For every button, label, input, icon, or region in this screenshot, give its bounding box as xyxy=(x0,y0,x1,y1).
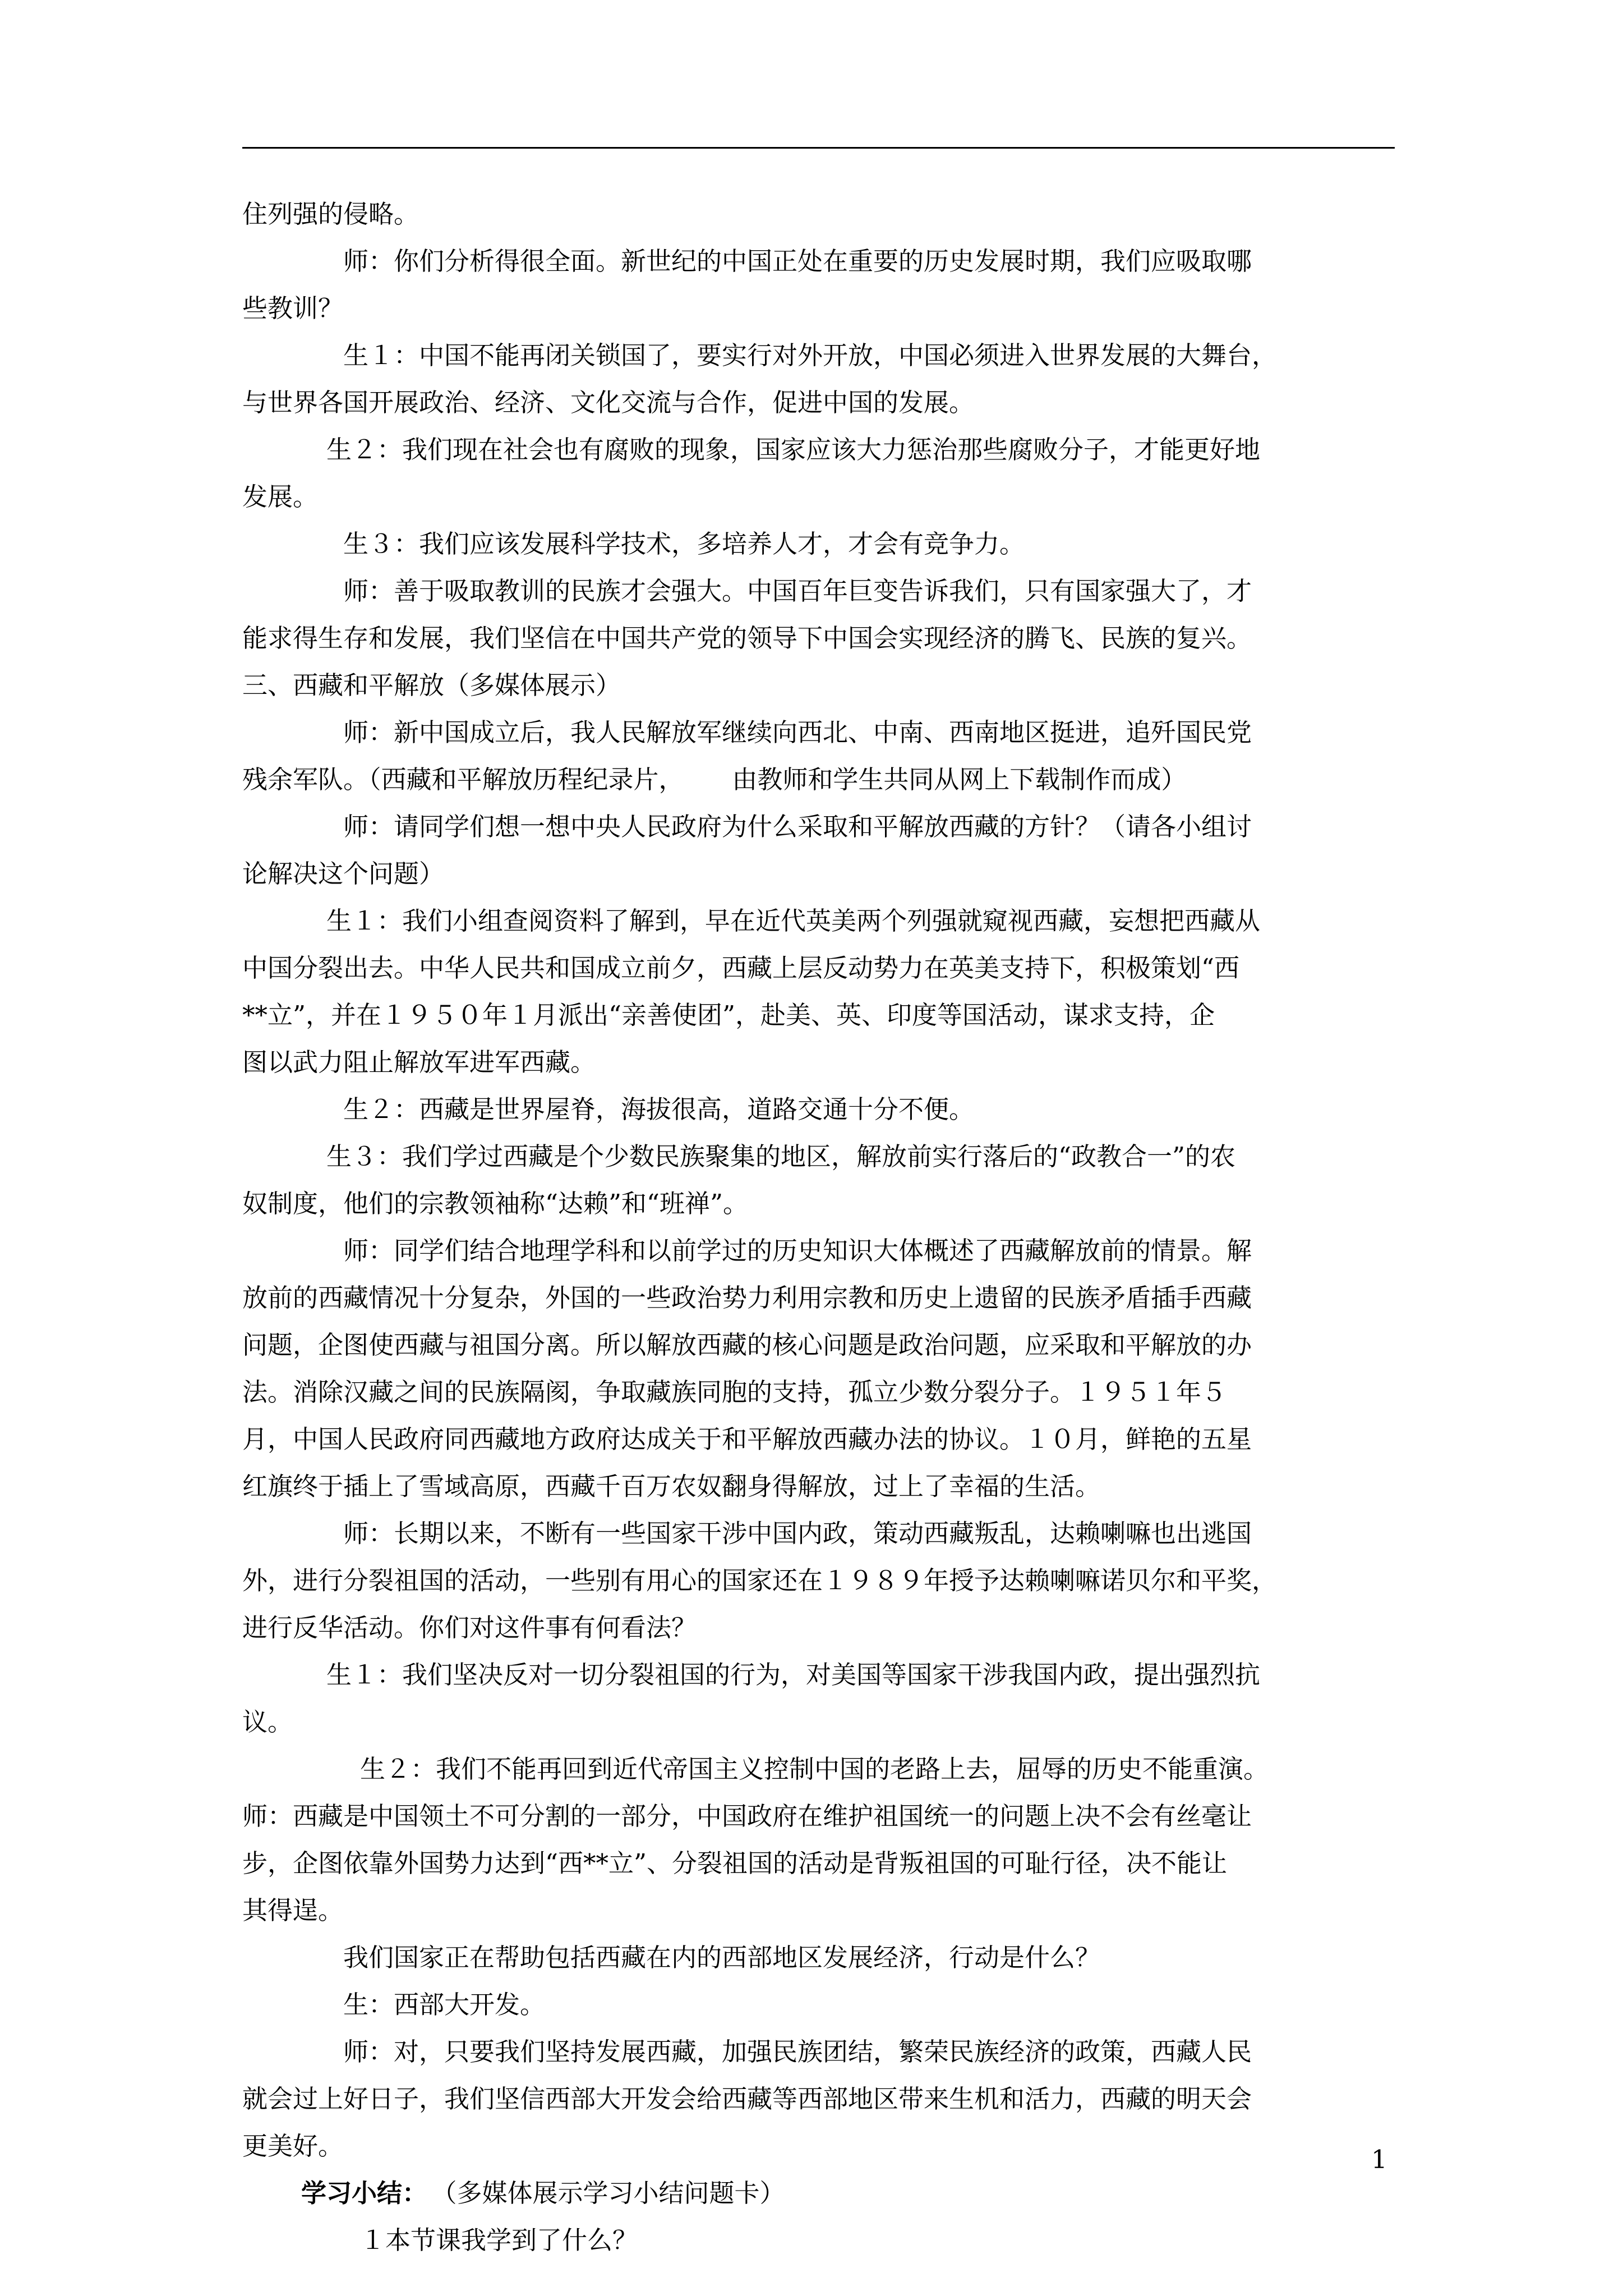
student-line: 生１：我们小组查阅资料了解到，早在近代英美两个列强就窥视西藏，妄想把西藏从 xyxy=(326,906,1261,936)
text-line: 奴制度，他们的宗教领袖称“达赖”和“班禅”。 xyxy=(242,1189,749,1218)
text-line: 放前的西藏情况十分复杂，外国的一些政治势力利用宗教和历史上遗留的民族矛盾插手西藏 xyxy=(242,1283,1252,1313)
section-heading: 三、西藏和平解放（多媒体展示） xyxy=(242,670,621,700)
student-line: 生３：我们应该发展科学技术，多培养人才，才会有竞争力。 xyxy=(343,529,1025,559)
teacher-line: 师：同学们结合地理学科和以前学过的历史知识大体概述了西藏解放前的情景。解 xyxy=(343,1236,1252,1266)
summary-heading: 学习小结： xyxy=(301,2178,428,2208)
text-line: 更美好。 xyxy=(242,2131,344,2161)
teacher-line: 师：长期以来，不断有一些国家干涉中国内政，策动西藏叛乱，达赖喇嘛也出逃国 xyxy=(343,1519,1252,1548)
teacher-line: 师：西藏是中国领土不可分割的一部分，中国政府在维护祖国统一的问题上决不会有丝毫让 xyxy=(242,1801,1252,1831)
teacher-line: 师：对，只要我们坚持发展西藏，加强民族团结，繁荣民族经济的政策，西藏人民 xyxy=(343,2037,1252,2067)
header-rule xyxy=(242,147,1395,149)
text-line: 红旗终于插上了雪域高原，西藏千百万农奴翻身得解放，过上了幸福的生活。 xyxy=(242,1471,1101,1501)
text-line: 些教训？ xyxy=(242,293,344,323)
text-line: 进行反华活动。你们对这件事有何看法？ xyxy=(242,1613,697,1642)
summary-note: （多媒体展示学习小结问题卡） xyxy=(444,2178,785,2208)
page-number: 1 xyxy=(1371,2145,1387,2174)
teacher-line: 师：你们分析得很全面。新世纪的中国正处在重要的历史发展时期，我们应吸取哪 xyxy=(343,246,1252,276)
text-line: 能求得生存和发展，我们坚信在中国共产党的领导下中国会实现经济的腾飞、民族的复兴。 xyxy=(242,623,1252,653)
teacher-line: 师：新中国成立后，我人民解放军继续向西北、中南、西南地区挺进，追歼国民党 xyxy=(343,717,1252,747)
teacher-line: 师：请同学们想一想中央人民政府为什么采取和平解放西藏的方针？（请各小组讨 xyxy=(343,812,1252,841)
text-line: 议。 xyxy=(242,1707,293,1737)
text-line: 发展。 xyxy=(242,482,319,512)
student-line: 生３：我们学过西藏是个少数民族聚集的地区，解放前实行落后的“政教合一”的农 xyxy=(326,1142,1236,1171)
text-line: 住列强的侵略。 xyxy=(242,199,419,229)
text-line: 月，中国人民政府同西藏地方政府达成关于和平解放西藏办法的协议。１０月，鲜艳的五星 xyxy=(242,1424,1252,1454)
summary-line xyxy=(242,2170,1398,2217)
question-line: 我们国家正在帮助包括西藏在内的西部地区发展经济，行动是什么？ xyxy=(343,1943,1101,1972)
text-line: 步，企图依靠外国势力达到“西**立”、分裂祖国的活动是背叛祖国的可耻行径，决不能让 xyxy=(242,1848,1228,1878)
student-line: 生１：中国不能再闭关锁国了，要实行对外开放，中国必须进入世界发展的大舞台， xyxy=(343,341,1278,370)
student-line: 生：西部大开发。 xyxy=(343,1990,546,2019)
text-line: 残余军队。（西藏和平解放历程纪录片， 由教师和学生共同从网上下载制作而成） xyxy=(242,765,1187,794)
text-line: 其得逞。 xyxy=(242,1895,344,1925)
teacher-line: 师：善于吸取教训的民族才会强大。中国百年巨变告诉我们，只有国家强大了，才 xyxy=(343,576,1252,606)
summary-question: １本节课我学到了什么？ xyxy=(360,2225,638,2255)
text-line: 论解决这个问题） xyxy=(242,859,445,889)
student-line: 生１：我们坚决反对一切分裂祖国的行为，对美国等国家干涉我国内政，提出强烈抗 xyxy=(326,1660,1261,1690)
text-line: 图以武力阻止解放军进军西藏。 xyxy=(242,1047,596,1077)
text-line: 中国分裂出去。中华人民共和国成立前夕，西藏上层反动势力在英美支持下，积极策划“西 xyxy=(242,953,1240,983)
text-line: 就会过上好日子，我们坚信西部大开发会给西藏等西部地区带来生机和活力，西藏的明天会 xyxy=(242,2084,1252,2114)
text-line: 外，进行分裂祖国的活动，一些别有用心的国家还在１９８９年授予达赖喇嘛诺贝尔和平奖， xyxy=(242,1566,1278,1595)
student-line: 生２：我们现在社会也有腐败的现象，国家应该大力惩治那些腐败分子，才能更好地 xyxy=(326,435,1261,464)
student-line: 生２：我们不能再回到近代帝国主义控制中国的老路上去，屈辱的历史不能重演。 xyxy=(360,1754,1269,1784)
text-line: 法。消除汉藏之间的民族隔阂，争取藏族同胞的支持，孤立少数分裂分子。１９５１年５ xyxy=(242,1377,1227,1407)
text-line: 与世界各国开展政治、经济、文化交流与合作，促进中国的发展。 xyxy=(242,388,975,417)
text-line: 问题，企图使西藏与祖国分离。所以解放西藏的核心问题是政治问题，应采取和平解放的办 xyxy=(242,1330,1252,1360)
student-line: 生２：西藏是世界屋脊，海拔很高，道路交通十分不便。 xyxy=(343,1094,975,1124)
document-body xyxy=(242,191,1398,2264)
text-line: **立”，并在１９５０年１月派出“亲善使团”，赴美、英、印度等国活动，谋求支持，企 xyxy=(242,1000,1215,1030)
